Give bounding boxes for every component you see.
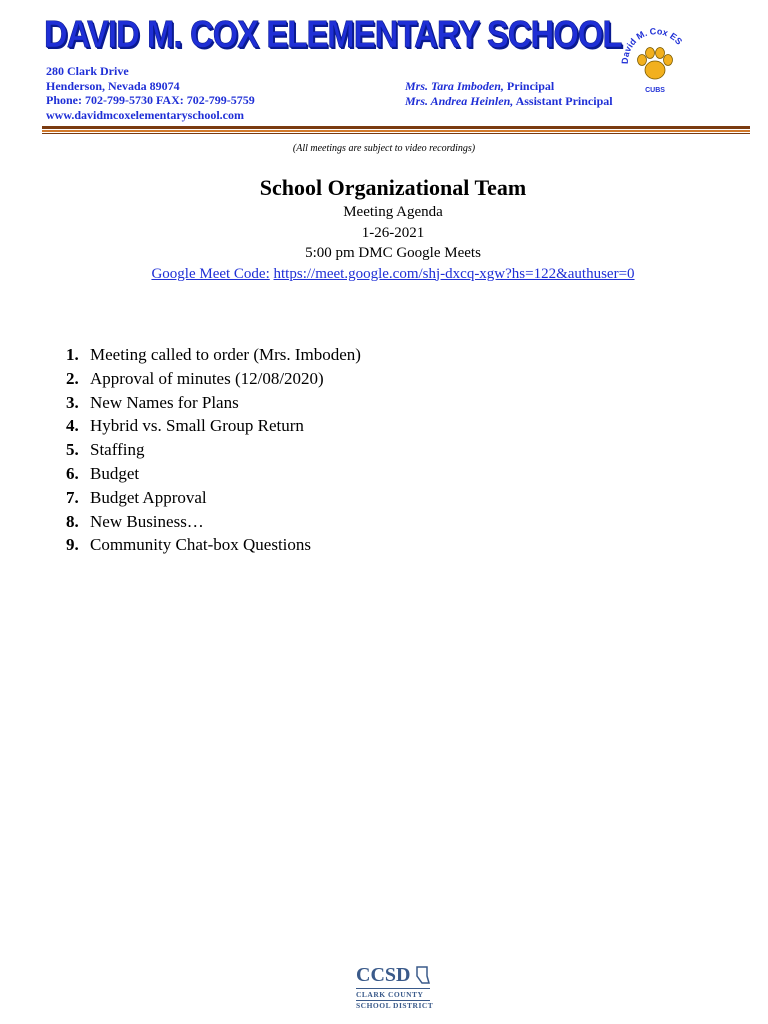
item-number: 4. bbox=[66, 416, 79, 436]
district-logo bbox=[356, 964, 436, 1016]
item-number: 2. bbox=[66, 368, 79, 388]
logo-arc-text: David M. Cox ES bbox=[620, 26, 685, 65]
item-text: Approval of minutes (12/08/2020) bbox=[90, 368, 324, 388]
meeting-date: 1-26-2021 bbox=[361, 224, 425, 241]
item-text: New Business… bbox=[90, 511, 204, 531]
administration bbox=[405, 79, 613, 108]
item-number: 9. bbox=[66, 535, 79, 555]
item-text: New Names for Plans bbox=[90, 392, 239, 412]
nevada-state-icon bbox=[416, 966, 430, 984]
list-item bbox=[66, 367, 361, 391]
list-item bbox=[66, 533, 361, 557]
assistant-principal-name: Mrs. Andrea Heinlen, bbox=[405, 93, 514, 108]
assistant-principal-line bbox=[405, 94, 613, 109]
meeting-subtitle: Meeting Agenda bbox=[343, 204, 443, 220]
item-text: Budget bbox=[90, 463, 140, 483]
item-text: Community Chat-box Questions bbox=[90, 535, 311, 555]
agenda-list bbox=[66, 343, 361, 557]
district-logo-text: CCSD bbox=[356, 964, 411, 986]
school-website[interactable]: www.davidmcoxelementaryschool.com bbox=[46, 107, 244, 122]
district-name-line2: SCHOOL DISTRICT bbox=[356, 1001, 434, 1010]
item-number: 8. bbox=[66, 511, 79, 531]
header-rule-thin bbox=[42, 133, 750, 134]
list-item bbox=[66, 343, 361, 367]
item-number: 3. bbox=[66, 392, 79, 412]
principal-name: Mrs. Tara Imboden, bbox=[405, 79, 504, 93]
logo-divider bbox=[356, 988, 430, 989]
item-number: 7. bbox=[66, 487, 79, 507]
meeting-time-place: 5:00 pm DMC Google Meets bbox=[305, 245, 481, 261]
header-rule-accent bbox=[42, 130, 750, 132]
list-item bbox=[66, 510, 361, 534]
logo-label: CUBS bbox=[645, 87, 665, 94]
page-title: School Organizational Team bbox=[259, 175, 527, 200]
item-number: 1. bbox=[66, 345, 79, 364]
meeting-header bbox=[0, 174, 768, 284]
list-item bbox=[66, 462, 361, 486]
district-name-line1: CLARK COUNTY bbox=[356, 990, 424, 999]
item-text: Budget Approval bbox=[90, 487, 207, 507]
item-text: Staffing bbox=[90, 440, 145, 460]
principal-title: Principal bbox=[503, 79, 555, 93]
meet-code-line bbox=[0, 264, 768, 285]
item-number: 5. bbox=[66, 440, 79, 460]
paw-print-icon bbox=[620, 22, 690, 102]
school-name: DAVID M. COX ELEMENTARY SCHOOL bbox=[44, 14, 622, 56]
list-item bbox=[66, 414, 361, 438]
school-logo bbox=[620, 22, 690, 102]
item-text: Hybrid vs. Small Group Return bbox=[90, 416, 304, 436]
meet-code-link[interactable]: https://meet.google.com/shj-dxcq-xgw?hs=122&authuser=0 bbox=[273, 265, 635, 282]
assistant-principal-title: Assistant Principal bbox=[513, 93, 613, 108]
list-item bbox=[66, 486, 361, 510]
list-item bbox=[66, 391, 361, 415]
principal-line bbox=[405, 79, 613, 94]
item-text: Meeting called to order (Mrs. Imboden) bbox=[90, 345, 361, 364]
meet-code-label[interactable]: Google Meet Code: bbox=[151, 265, 270, 282]
school-address bbox=[46, 64, 255, 122]
address-city: Henderson, Nevada 89074 bbox=[46, 78, 180, 93]
recording-disclaimer: (All meetings are subject to video recordings) bbox=[292, 143, 476, 154]
list-item bbox=[66, 438, 361, 462]
address-phone-fax: Phone: 702-799-5730 FAX: 702-799-5759 bbox=[46, 93, 255, 107]
item-number: 6. bbox=[66, 463, 79, 483]
address-street: 280 Clark Drive bbox=[46, 64, 129, 78]
header-rule bbox=[42, 126, 750, 129]
